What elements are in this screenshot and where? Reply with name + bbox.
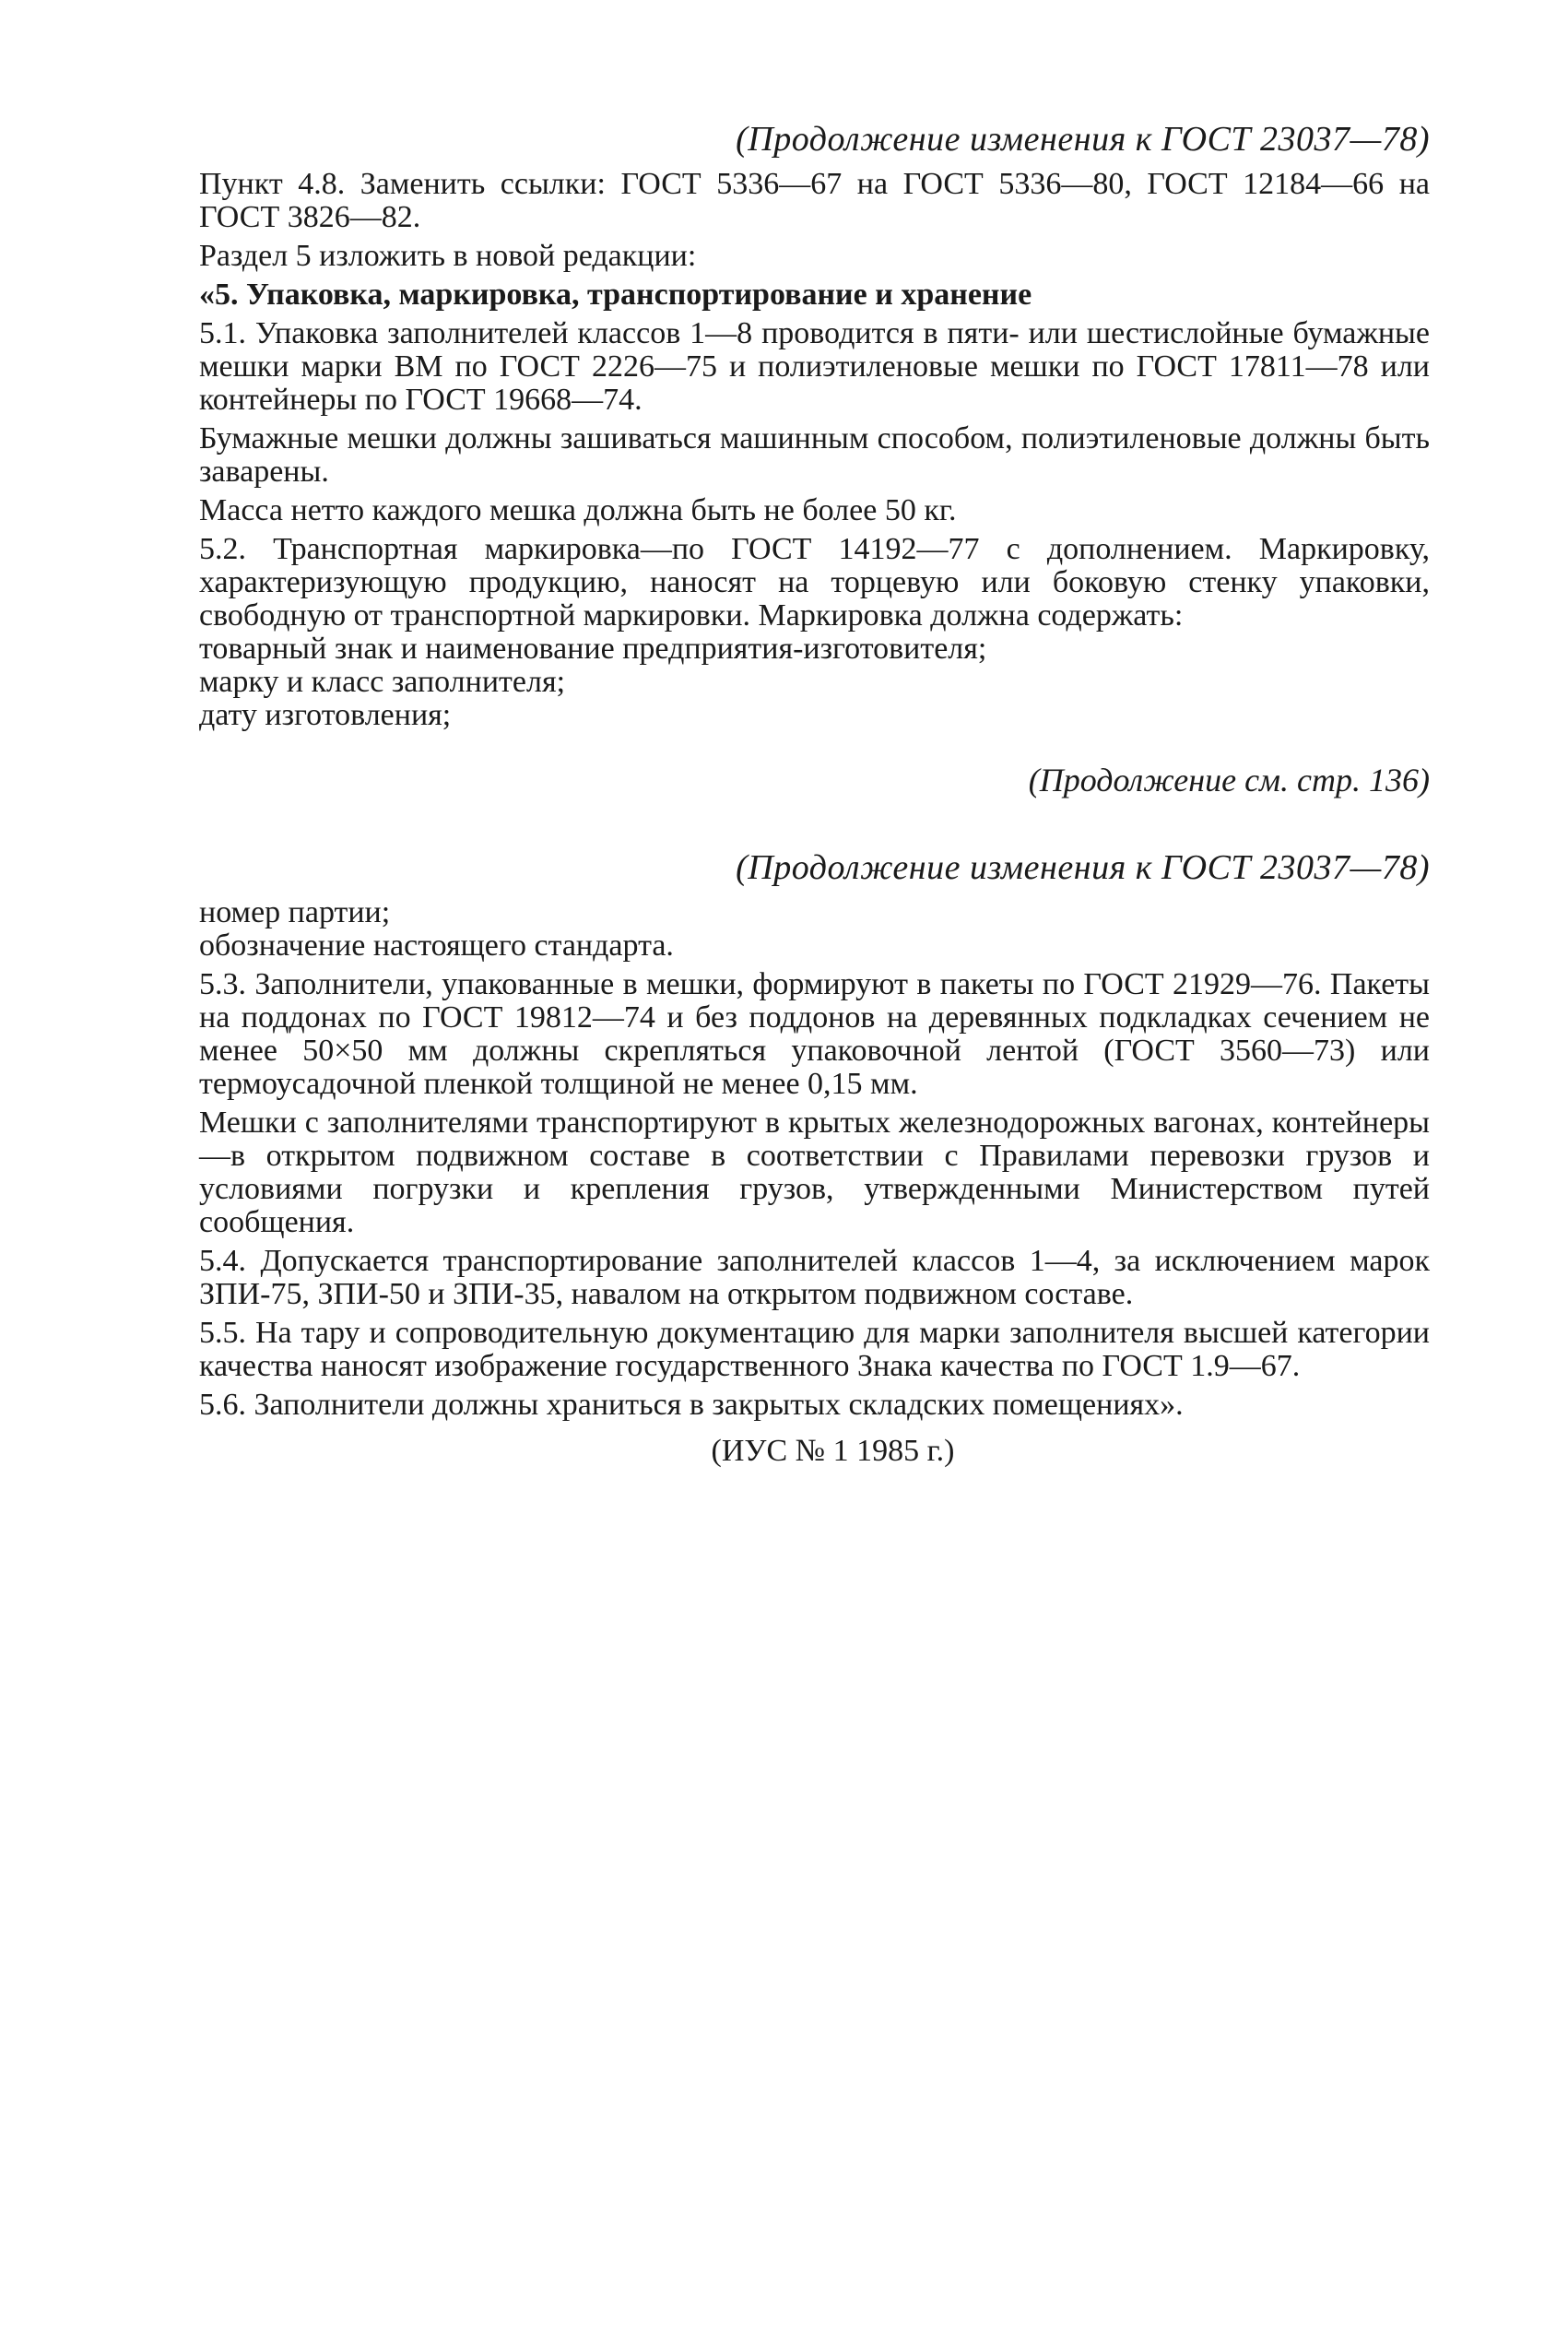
page-part-2 — [199, 846, 1430, 1470]
list-item-date: дату изготовления; — [199, 698, 452, 732]
section-5-title: «5. Упаковка, маркировка, транспортирование и хранение — [199, 278, 1032, 312]
continue-note: (Продолжение см. стр. 136) — [1028, 762, 1430, 798]
list-item-standard: обозначение настоящего стандарта. — [199, 928, 674, 963]
ius-reference: (ИУС № 1 1985 г.) — [711, 1434, 955, 1468]
paragraph-5-2: 5.2. Транспортная маркировка—по ГОСТ 14192—77 с дополнением. Маркировку, характеризующую продукцию, наносят на торцевую или боковую стенку упаковки, свободную от транспортной маркировки. Маркировка должна содержать: — [199, 532, 1430, 633]
paragraph-section-5-intro: Раздел 5 изложить в новой редакции: — [199, 239, 697, 273]
paragraph-transport: Мешки с заполнителями транспортируют в крытых железнодорожных вагонах, контейнеры—в открытом подвижном составе в соответствии с Правилами перевозки грузов и условиями погрузки и крепления грузов, утвержденными Министерством путей сообщения. — [199, 1106, 1430, 1239]
list-item-trademark: товарный знак и наименование предприятия-изготовителя; — [199, 632, 987, 666]
continuation-header-2: (Продолжение изменения к ГОСТ 23037—78) — [736, 848, 1430, 887]
list-item-grade: марку и класс заполнителя; — [199, 665, 566, 699]
paragraph-5-1: 5.1. Упаковка заполнителей классов 1—8 проводится в пяти- или шестислойные бумажные мешки марки ВМ по ГОСТ 2226—75 и полиэтиленовые мешки по ГОСТ 17811—78 или контейнеры по ГОСТ 19668—74. — [199, 316, 1430, 417]
paragraph-paper-bags: Бумажные мешки должны зашиваться машинным способом, полиэтиленовые должны быть заварены. — [199, 421, 1430, 489]
list-item-batch: номер партии; — [199, 895, 391, 929]
page-part-1 — [199, 118, 1430, 800]
continuation-header: (Продолжение изменения к ГОСТ 23037—78) — [736, 120, 1430, 159]
paragraph-5-5: 5.5. На тару и сопроводительную документацию для марки заполнителя высшей категории качества наносят изображение государственного Знака качества по ГОСТ 1.9—67. — [199, 1316, 1430, 1383]
paragraph-4-8 — [199, 168, 1430, 234]
paragraph-text: Пункт 4.8. Заменить ссылки: ГОСТ 5336—67 на ГОСТ 5336—80, ГОСТ 12184—66 на ГОСТ 3826—82. — [199, 167, 1430, 234]
paragraph-5-4: 5.4. Допускается транспортирование заполнителей классов 1—4, за исключением марок ЗПИ-75, ЗПИ-50 и ЗПИ-35, навалом на открытом подвижном составе. — [199, 1244, 1430, 1311]
paragraph-net-mass: Масса нетто каждого мешка должна быть не более 50 кг. — [199, 493, 957, 527]
paragraph-5-3: 5.3. Заполнители, упакованные в мешки, формируют в пакеты по ГОСТ 21929—76. Пакеты на поддонах по ГОСТ 19812—74 и без поддонов на деревянных подкладках сечением не менее 50×50 мм должны скрепляться упаковочной лентой (ГОСТ 3560—73) или термоусадочной пленкой толщиной не менее 0,15 мм. — [199, 967, 1430, 1101]
paragraph-5-6: 5.6. Заполнители должны храниться в закрытых складских помещениях». — [199, 1388, 1184, 1422]
